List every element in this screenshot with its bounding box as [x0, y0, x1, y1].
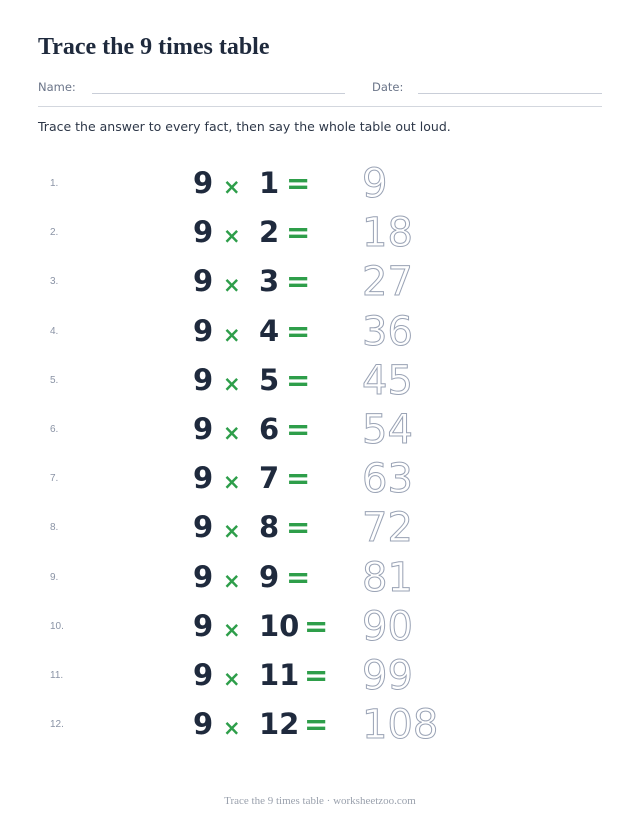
fact-row [0, 453, 640, 502]
equals-sign: = [286, 264, 311, 299]
fact-number: 7. [50, 473, 59, 485]
name-field[interactable] [92, 93, 345, 94]
header-divider [38, 106, 602, 107]
factor-a: 9 [193, 264, 214, 299]
factor-a: 9 [193, 510, 214, 545]
traceable-answer[interactable]: 18 [362, 210, 413, 257]
factor-b: 6 [259, 411, 280, 446]
date-label: Date: [372, 80, 404, 94]
fact-number: 9. [50, 571, 59, 583]
fact-number: 11. [50, 669, 64, 681]
fact-number: 8. [50, 522, 59, 534]
factor-a: 9 [193, 707, 214, 742]
fact-number: 2. [50, 227, 59, 239]
traceable-answer[interactable]: 45 [362, 357, 413, 404]
page-footer: Trace the 9 times table · worksheetzoo.com [224, 795, 416, 807]
equals-sign: = [304, 657, 329, 692]
equals-sign: = [304, 707, 329, 742]
equals-sign: = [286, 510, 311, 545]
worksheet-title: Trace the 9 times table [38, 34, 270, 60]
fact-number: 6. [50, 423, 59, 435]
traceable-answer[interactable]: 36 [362, 308, 413, 355]
times-sign: × [223, 519, 241, 544]
equals-sign: = [286, 559, 311, 594]
equals-sign: = [286, 313, 311, 348]
times-sign: × [223, 371, 241, 396]
factor-a: 9 [193, 166, 214, 200]
times-sign: × [223, 568, 241, 593]
facts-list [0, 158, 640, 748]
factor-b: 7 [259, 461, 280, 496]
fact-row [0, 699, 640, 748]
fact-number: 5. [50, 374, 59, 386]
equals-sign: = [304, 608, 329, 643]
factor-b: 11 [259, 657, 300, 692]
date-field[interactable] [418, 93, 602, 94]
traceable-answer[interactable]: 90 [362, 603, 413, 650]
times-sign: × [223, 224, 241, 249]
factor-a: 9 [193, 608, 214, 643]
equals-sign: = [286, 461, 311, 496]
traceable-answer[interactable]: 54 [362, 406, 413, 453]
traceable-answer[interactable]: 27 [362, 259, 413, 306]
fact-row [0, 650, 640, 699]
factor-a: 9 [193, 313, 214, 348]
fact-row [0, 355, 640, 404]
fact-row [0, 502, 640, 551]
fact-row [0, 552, 640, 601]
fact-number: 4. [50, 325, 59, 337]
factor-a: 9 [193, 362, 214, 397]
times-sign: × [223, 420, 241, 445]
fact-row [0, 207, 640, 256]
times-sign: × [223, 470, 241, 495]
times-sign: × [223, 617, 241, 642]
times-sign: × [223, 322, 241, 347]
traceable-answer[interactable]: 81 [362, 554, 413, 601]
traceable-answer[interactable]: 72 [362, 505, 413, 552]
traceable-answer[interactable]: 9 [362, 161, 388, 207]
fact-number: 1. [50, 178, 59, 189]
factor-b: 2 [259, 215, 280, 250]
factor-a: 9 [193, 215, 214, 250]
factor-b: 8 [259, 510, 280, 545]
factor-b: 10 [259, 608, 300, 643]
factor-b: 1 [259, 166, 280, 200]
times-sign: × [223, 716, 241, 741]
factor-b: 3 [259, 264, 280, 299]
fact-row [0, 306, 640, 355]
factor-a: 9 [193, 559, 214, 594]
fact-row [0, 601, 640, 650]
equals-sign: = [286, 166, 311, 200]
factor-b: 5 [259, 362, 280, 397]
fact-row [0, 158, 640, 207]
traceable-answer[interactable]: 99 [362, 652, 413, 699]
factor-a: 9 [193, 657, 214, 692]
factor-a: 9 [193, 461, 214, 496]
fact-number: 10. [50, 620, 64, 632]
traceable-answer[interactable]: 108 [362, 702, 439, 749]
traceable-answer[interactable]: 63 [362, 456, 413, 503]
instructions: Trace the answer to every fact, then say the whole table out loud. [38, 119, 451, 134]
times-sign: × [223, 273, 241, 298]
fact-row [0, 256, 640, 305]
equals-sign: = [286, 411, 311, 446]
fact-number: 12. [50, 719, 64, 731]
fact-number: 3. [50, 276, 59, 288]
name-label: Name: [38, 80, 76, 94]
factor-a: 9 [193, 411, 214, 446]
equals-sign: = [286, 215, 311, 250]
factor-b: 12 [259, 707, 300, 742]
times-sign: × [223, 666, 241, 691]
equals-sign: = [286, 362, 311, 397]
times-sign: × [223, 175, 241, 199]
fact-row [0, 404, 640, 453]
factor-b: 9 [259, 559, 280, 594]
factor-b: 4 [259, 313, 280, 348]
